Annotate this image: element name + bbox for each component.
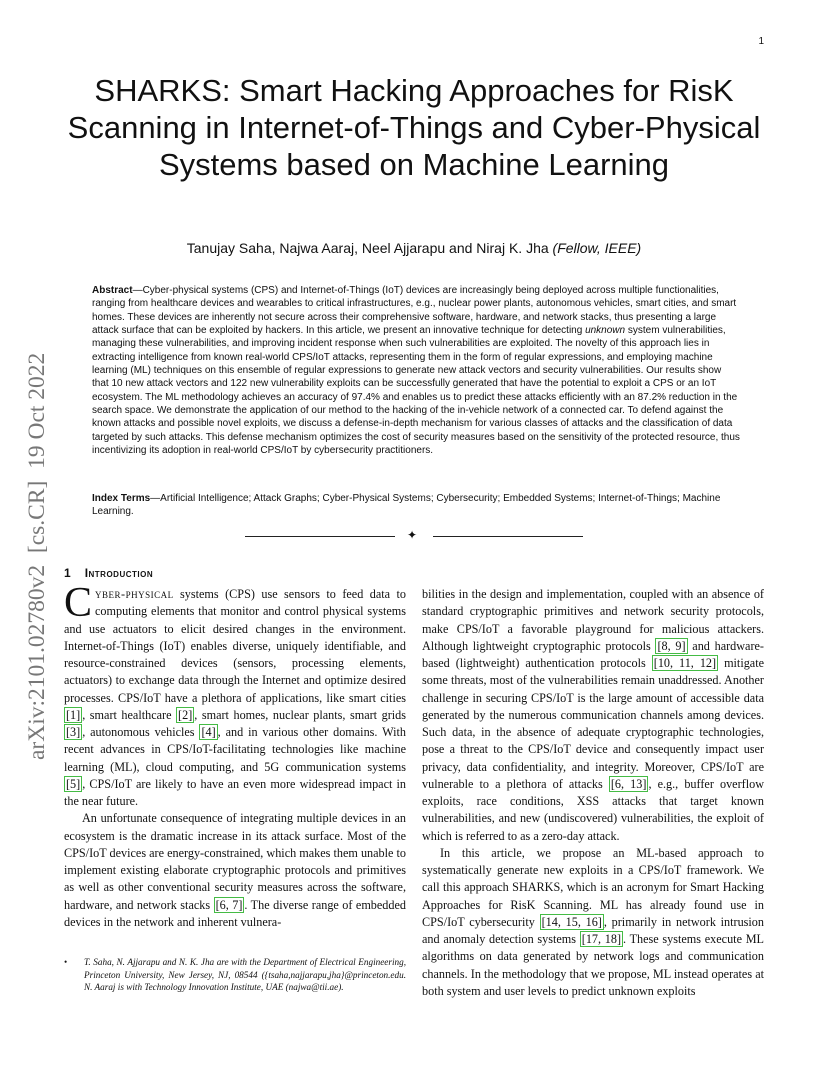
intro-paragraph-continued <box>422 586 764 845</box>
index-terms-label: Index Terms <box>92 493 151 504</box>
index-terms <box>92 492 740 519</box>
text-run: . The diverse range of embedded devices in the network and inherent vulnera- <box>64 897 406 929</box>
text-run: , primarily in network intrusion and anomaly detection systems <box>422 914 764 946</box>
text-run: , smart healthcare <box>82 707 177 722</box>
author-list <box>60 240 768 256</box>
index-terms-text: —Artificial Intelligence; Attack Graphs; Cyber-Physical Systems; Cybersecurity; Embedded Systems; Internet-of-Things; Machine Learning. <box>92 493 721 518</box>
text-run: mitigate some threats, most of the vulnerabilities remain unaddressed. Another challenge in securing CPS/IoT is the large amount of accessible data generated by the numerous communication channels among devices. Such data, in the absence of adequate cryptographic technologies, pose a threat to the CPS/IoT device and consequently impact user privacy, data confidentiality, and integrity. Moreover, CPS/IoT are vulnerable to a plethora of attacks <box>422 656 765 791</box>
page-number: 1 <box>758 36 764 47</box>
citation-link[interactable]: [6, 7] <box>215 897 243 912</box>
intro-paragraph-1 <box>64 580 406 810</box>
text-run: In this article, we propose an ML-based approach to systematically generate new exploits in a CPS/IoT framework. We call this approach SHARKS, which is an acronym for Smart Hacking Approaches for RisK Scanning. ML has already found use in CPS/IoT cybersecurity <box>422 845 764 929</box>
citation-link[interactable]: [5] <box>66 776 81 791</box>
author-fellow-note: (Fellow, IEEE) <box>552 240 642 256</box>
section-divider <box>245 528 583 544</box>
text-run: and hardware-based (lightweight) authentication protocols <box>422 638 764 670</box>
affiliation-footnote <box>64 956 406 994</box>
divider-line-left <box>245 536 395 537</box>
bullet-icon: • <box>64 957 68 967</box>
text-run: . These systems execute ML algorithms on data generated by network logs and communication channels. In the methodology that we propose, ML instead operates at both system and user levels to predict unknown exploits <box>422 932 764 998</box>
citation-link[interactable]: [3] <box>66 725 81 739</box>
text-run: , smart homes, nuclear plants, smart grids <box>194 707 406 722</box>
intro-paragraph-2 <box>64 810 406 931</box>
abstract-text: —Cyber-physical systems (CPS) and Internet-of-Things (IoT) devices are increasingly being deployed across multiple functionalities, ranging from healthcare devices and wearables to critical infrastructures, e.g., nuclear power plants, autonomous vehicles, smart cities, and smart homes. These devices are inherently not secure across their comprehensive software, hardware, and network stacks, thus presenting a large attack surface that can be exploited by hackers. In this article, we present an innovative technique for detecting <box>92 285 737 337</box>
text-run: bilities in the design and implementation, coupled with an absence of standard cryptographic primitives and network security protocols, make CPS/IoT a favorable playground for malicious attackers. Although lightweight cryptographic protocols <box>422 587 764 653</box>
divider-line-right <box>433 536 583 537</box>
abstract-label: Abstract <box>92 285 133 296</box>
text-run: , and in various other domains. With recent advances in CPS/IoT-facilitating technologies like machine learning (ML), cloud computing, and 5G communication systems <box>64 725 406 774</box>
citation-link[interactable]: [1] <box>66 707 81 722</box>
drop-cap: C <box>64 580 93 626</box>
diamond-ornament-icon: ✦ <box>407 528 418 542</box>
citation-link[interactable]: [6, 13] <box>610 776 647 791</box>
footnote-text: T. Saha, N. Ajjarapu and N. K. Jha are with the Department of Electrical Engineering, Princeton University, New Jersey, NJ, 08544 ({tsaha,najjarapu,jha}@princeton.edu. N. Aaraj is with Technology Innovation Institute, UAE (najwa@tii.ae). <box>84 957 406 992</box>
citation-link[interactable]: [8, 9] <box>657 638 686 653</box>
section-heading <box>64 565 406 582</box>
text-run: , CPS/IoT are likely to have an even more widespread impact in the near future. <box>64 776 406 808</box>
section-title: Introduction <box>84 566 154 580</box>
author-names: Tanujay Saha, Najwa Aaraj, Neel Ajjarapu and Niraj K. Jha <box>186 240 549 256</box>
arxiv-identifier <box>6 288 56 768</box>
citation-link[interactable]: [10, 11, 12] <box>653 656 717 670</box>
smallcaps-lead: yber-physical <box>95 587 174 601</box>
citation-link[interactable]: [2] <box>178 707 193 722</box>
citation-link[interactable]: [14, 15, 16] <box>541 914 602 929</box>
text-run: An unfortunate consequence of integrating multiple devices in an ecosystem is the dramatic increase in its attack surface. Most of the CPS/IoT devices are energy-constrained, which makes them unable to implement existing elaborate cryptographic protocols and primitives as well as other conventional security measures across the software, hardware, and network stacks <box>64 811 406 912</box>
paper-title: SHARKS: Smart Hacking Approaches for RisK Scanning in Internet-of-Things and Cyber-Physical Systems based on Machine Learning <box>67 73 761 183</box>
citation-link[interactable]: [4] <box>201 725 216 739</box>
section-number: 1 <box>64 566 71 580</box>
abstract <box>92 284 740 457</box>
text-run: systems (CPS) use sensors to feed data to computing elements that monitor and control physical systems and use actuators to elicit desired changes in the environment. Internet-of-Things (IoT) enables diverse, uniquely identifiable, and resource-constrained devices (sensors, processing elements, actuators) to exchange data through the Internet and optimize desired processes. CPS/IoT have a plethora of applications, like smart cities <box>64 587 406 705</box>
right-column <box>422 586 764 1000</box>
abstract-text-continued: system vulnerabilities, managing these vulnerabilities, and improving incident response when such vulnerabilities are exploited. The novelty of this approach lies in extracting intelligence from known real-world CPS/IoT attacks, representing them in the form of regular expressions, and employing machine learning (ML) techniques on this ensemble of regular expressions to generate new attack vectors and security vulnerabilities. Our results show that 10 new attack vectors and 122 new vulnerability exploits can be successfully generated that have the potential to exploit a CPS or an IoT ecosystem. The ML methodology achieves an accuracy of 97.4% and enables us to predict these attacks efficiently with an 87.2% reduction in the search space. We demonstrate the application of our method to the hacking of the in-vehicle network of a connected car. To defend against the known attacks and possible novel exploits, we discuss a defense-in-depth mechanism for various classes of attacks and the classification of data targeted by such attacks. This defense mechanism optimizes the cost of security measures based on the sensitivity of the protected resource, thus incentivizing its adoption in real-world CPS/IoT by cybersecurity practitioners. <box>92 325 740 457</box>
left-column <box>64 565 406 931</box>
arxiv-identifier-text: arXiv:2101.02780v2 [cs.CR] 19 Oct 2022 <box>24 352 50 760</box>
abstract-emphasis: unknown <box>585 325 626 337</box>
text-run: , autonomous vehicles <box>82 725 200 739</box>
intro-paragraph-3 <box>422 845 764 1000</box>
text-run: , e.g., buffer overflow exploits, race conditions, XSS attacks that target known vulnerabilities, and new (undiscovered) vulnerabilities, the exploit of which is referred to as a zero-day attack. <box>422 776 764 843</box>
citation-link[interactable]: [17, 18] <box>581 932 622 946</box>
